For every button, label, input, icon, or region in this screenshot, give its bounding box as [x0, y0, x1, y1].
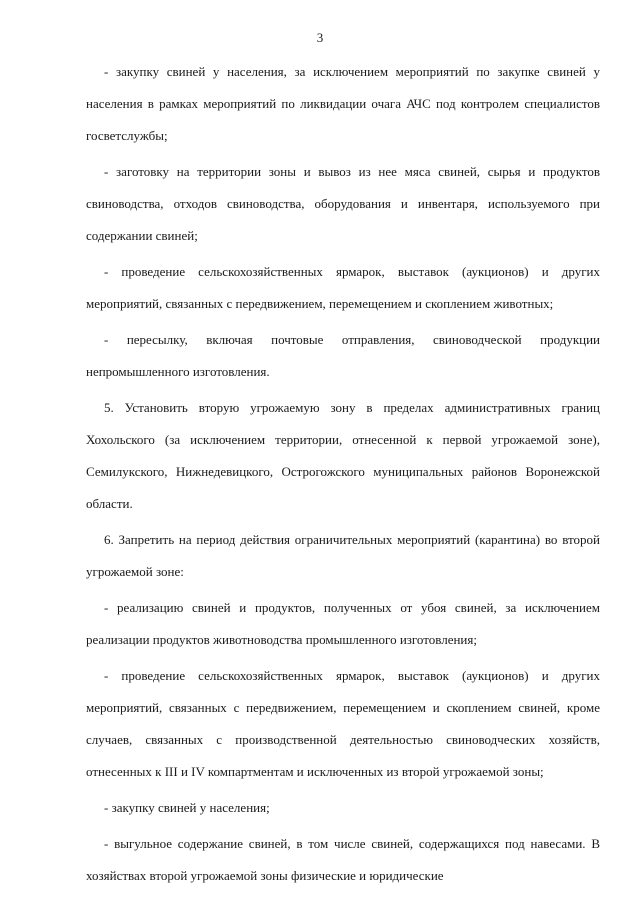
paragraph-free-range-keeping: - выгульное содержание свиней, в том числе свиней, содержащихся под навесами. В хозяйствах второй угрожаемой зоны физические и юридические: [86, 836, 600, 883]
paragraph-item-5-second-zone: 5. Установить вторую угрожаемую зону в пределах административных границ Хохольского (за исключением территории, отнесенной к первой угрожаемой зоне), Семилукского, Нижнедевицкого, Острогожского муниципальных районов Воронежской области.: [86, 400, 600, 511]
paragraph-fairs-second-zone: - проведение сельскохозяйственных ярмарок, выставок (аукционов) и других мероприятий, связанных с передвижением, перемещением и скоплением свиней, кроме случаев, связанных с производственной деятельностью свиноводческих хозяйств, отнесенных к III и IV компартментам и исключенных из второй угрожаемой зоны;: [86, 668, 600, 779]
paragraph-item-6-prohibitions: 6. Запретить на период действия ограничительных мероприятий (карантина) во второй угрожаемой зоне:: [86, 532, 600, 579]
paragraph-purchase-from-population: - закупку свиней у населения, за исключением мероприятий по закупке свиней у населения в рамках мероприятий по ликвидации очага АЧС под контролем специалистов госветслужбы;: [86, 64, 600, 143]
page-number: 3: [316, 30, 324, 45]
paragraph-purchase-second-zone: - закупку свиней у населения;: [104, 800, 270, 815]
document-body: [86, 56, 600, 896]
paragraph-sale-of-pigs: - реализацию свиней и продуктов, полученных от убоя свиней, за исключением реализации продуктов животноводства промышленного изготовления;: [86, 600, 600, 647]
paragraph-postal-shipping: - пересылку, включая почтовые отправления, свиноводческой продукции непромышленного изготовления.: [86, 332, 600, 379]
paragraph-fairs-exhibitions: - проведение сельскохозяйственных ярмарок, выставок (аукционов) и других мероприятий, связанных с передвижением, перемещением и скоплением животных;: [86, 264, 600, 311]
paragraph-procurement-export: - заготовку на территории зоны и вывоз из нее мяса свиней, сырья и продуктов свиноводства, отходов свиноводства, оборудования и инвентаря, используемого при содержании свиней;: [86, 164, 600, 243]
